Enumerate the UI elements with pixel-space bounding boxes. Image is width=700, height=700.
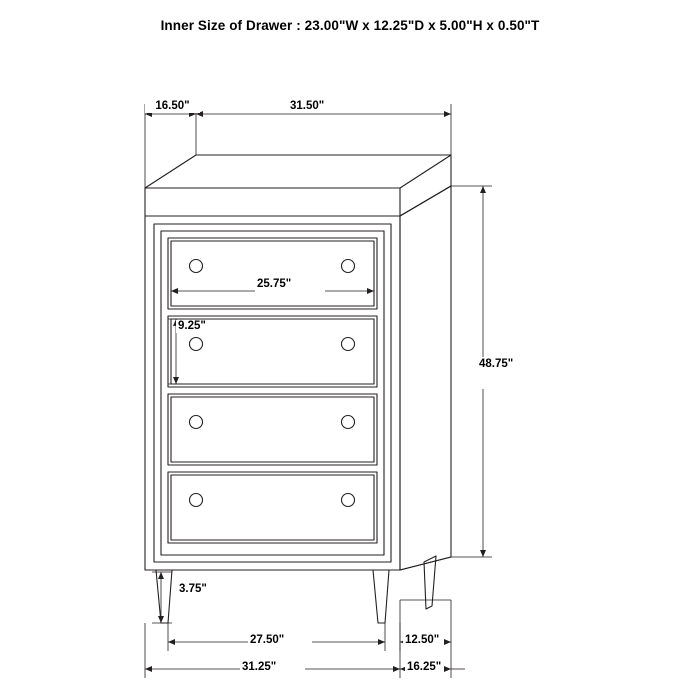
- dim-drawer-front-width: 25.75": [257, 278, 292, 290]
- dim-top-width: 31.50": [290, 100, 325, 112]
- page-title: Inner Size of Drawer : 23.00"W x 12.25"D x 5.00"H x 0.50"T: [160, 18, 540, 33]
- dim-base-inner-width: 27.50": [250, 634, 285, 646]
- dim-base-depth: 16.25": [407, 661, 442, 673]
- dim-drawer-front-height: 9.25": [178, 320, 206, 332]
- dim-leg-height: 3.75": [179, 583, 207, 595]
- chest-outline: [145, 155, 451, 623]
- dim-base-width: 31.25": [242, 661, 277, 673]
- dim-base-depth-front: 12.50": [405, 634, 440, 646]
- dim-top-depth: 16.50": [145, 100, 200, 113]
- dim-overall-height: 48.75": [479, 358, 514, 370]
